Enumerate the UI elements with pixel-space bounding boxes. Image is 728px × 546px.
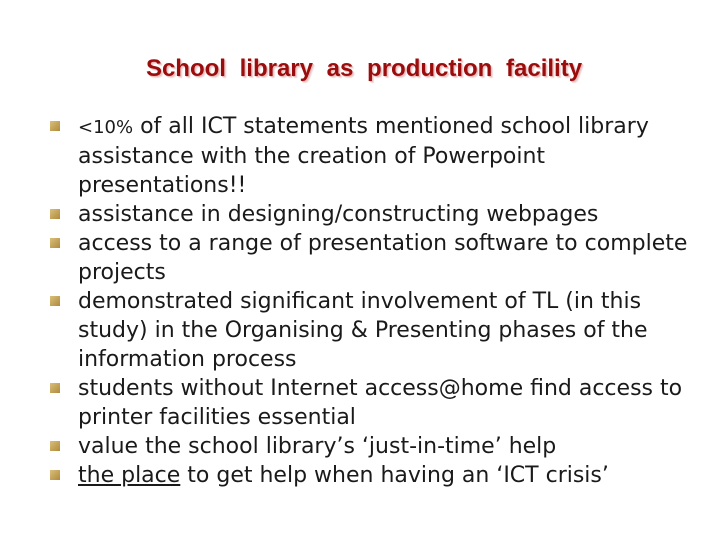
bullet-text: assistance in designing/constructing webpages <box>78 202 599 227</box>
bullet-item-7 <box>50 461 710 490</box>
square-bullet-icon <box>50 470 60 480</box>
bullet-text: value the school library’s ‘just-in-time’ help <box>78 434 557 459</box>
bullet-item-4 <box>50 287 710 374</box>
bullet-item-3 <box>50 229 710 287</box>
square-bullet-icon <box>50 383 60 393</box>
square-bullet-icon <box>50 441 60 451</box>
square-bullet-icon <box>50 238 60 248</box>
bullet-text: demonstrated significant involvement of TL (in this study) in the Organising & Presenting phases of the information process <box>78 289 648 372</box>
bullet-text: access to a range of presentation software to complete projects <box>78 231 688 285</box>
bullet-text: of all ICT statements mentioned school library assistance with the creation of Powerpoint presentations!! <box>78 114 649 198</box>
slide-title: School library as production facility <box>145 55 583 82</box>
bullet-item-6 <box>50 432 710 461</box>
bullet-text: to get help when having an ‘ICT crisis’ <box>180 463 609 488</box>
square-bullet-icon <box>50 209 60 219</box>
the-place-link[interactable]: the place <box>78 463 181 488</box>
bullet-item-1 <box>50 112 710 200</box>
bullet-item-2 <box>50 200 710 229</box>
bullet-text: students without Internet access@home find access to printer facilities essential <box>78 376 683 430</box>
bullet-item-5 <box>50 374 710 432</box>
bullet-list <box>50 112 710 490</box>
square-bullet-icon <box>50 121 60 131</box>
square-bullet-icon <box>50 296 60 306</box>
bullet-prefix: <10% <box>78 117 134 138</box>
title-area <box>0 55 728 83</box>
